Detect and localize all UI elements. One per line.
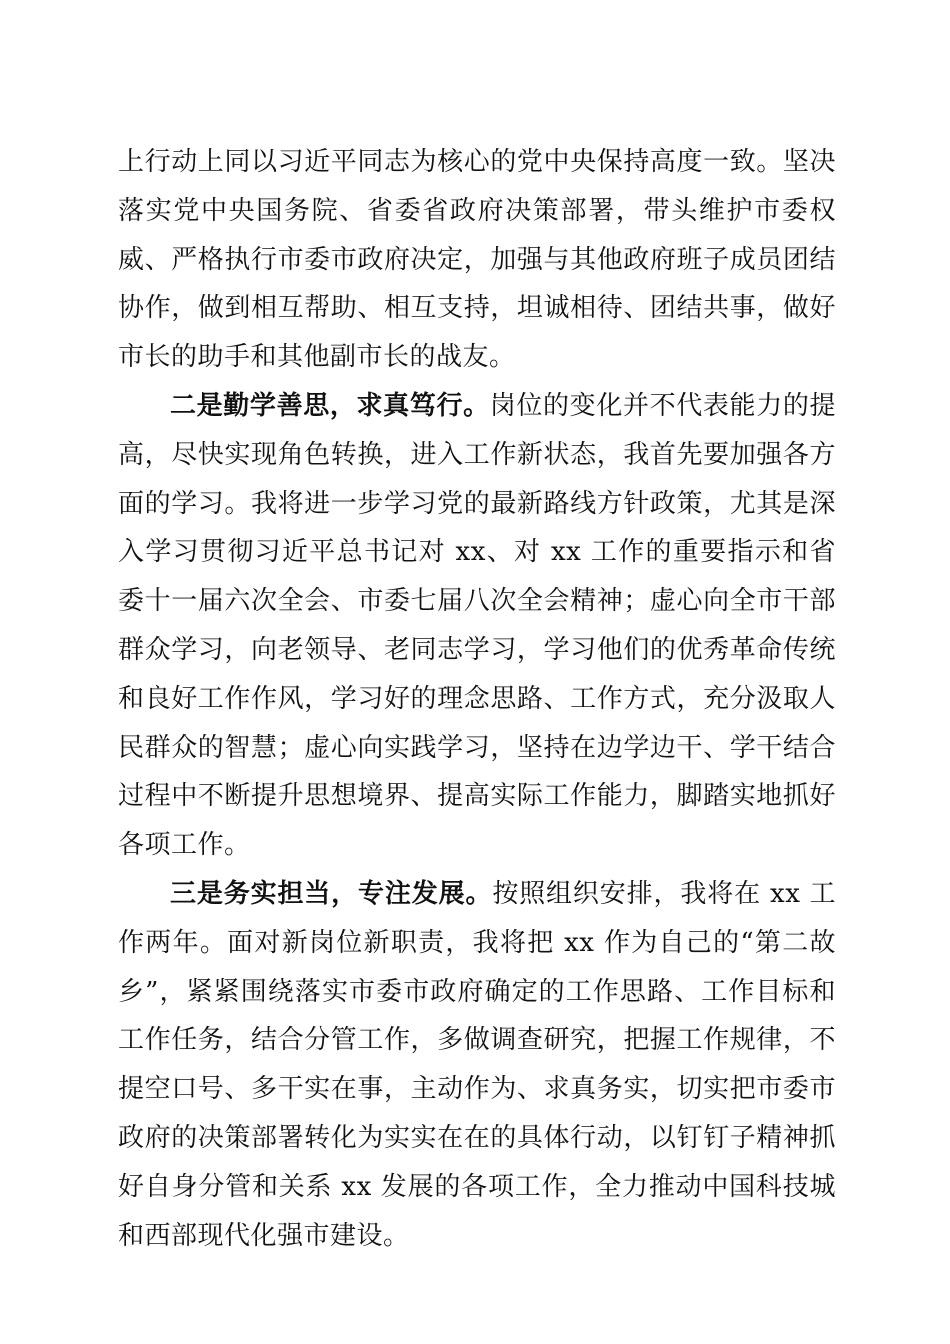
paragraph-lead: 三是务实担当，专注发展。: [170, 878, 493, 909]
paragraph-lead: 二是勤学善思，求真笃行。: [170, 390, 490, 421]
paragraph-continuation: [118, 138, 836, 382]
paragraph-text: 岗位的变化并不代表能力的提高，尽快实现角色转换，进入工作新状态，我首先要加强各方面的学习。我将进一步学习党的最新路线方针政策，尤其是深入学习贯彻习近平总书记对 xx、对 xx 工作的重要指示和省委十一届六次全会、市委七届八次全会精神；虚心向全市干部群众学习，向老领导、老同志学习，学习他们的优秀革命传统和良好工作作风，学习好的理念思路、工作方式，充分汲取人民群众的智慧；虚心向实践学习，坚持在边学边干、学干结合过程中不断提升思想境界、提高实际工作能力，脚踏实地抓好各项工作。: [118, 390, 836, 861]
paragraph-text: 按照组织安排，我将在 xx 工作两年。面对新岗位新职责，我将把 xx 作为自己的“第二故乡”，紧紧围绕落实市委市政府确定的工作思路、工作目标和工作任务，结合分管工作，多做调查研究，把握工作规律，不提空口号、多干实在事，主动作为、求真务实，切实把市委市政府的决策部署转化为实实在在的具体行动，以钉钉子精神抓好自身分管和关系 xx 发展的各项工作，全力推动中国科技城和西部现代化强市建设。: [118, 878, 836, 1251]
paragraph-study: [118, 382, 836, 870]
paragraph-text: 上行动上同以习近平同志为核心的党中央保持高度一致。坚决落实党中央国务院、省委省政府决策部署，带头维护市委权威、严格执行市委市政府决定，加强与其他政府班子成员团结协作，做到相互帮助、相互支持，坦诚相待、团结共事，做好市长的助手和其他副市长的战友。: [118, 147, 836, 373]
paragraph-development: [118, 870, 836, 1260]
document-body: [118, 138, 836, 1260]
